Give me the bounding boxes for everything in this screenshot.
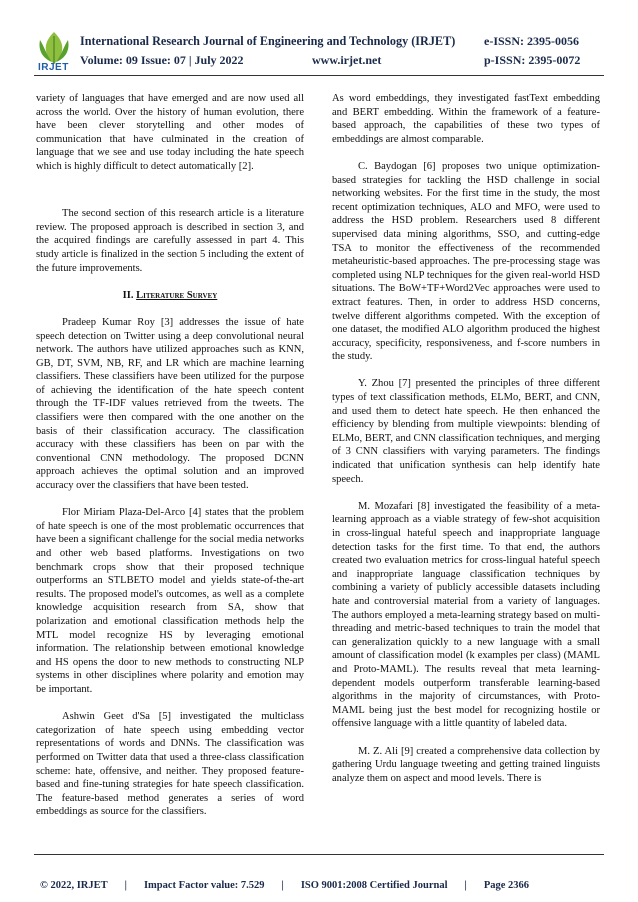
paragraph: As word embeddings, they investigated fastText embedding and BERT embedding. Within the framework of a feature-based approach, the capabilities of these two types of embeddings are almost comparable. — [332, 93, 600, 145]
page-header — [0, 0, 638, 82]
footer-separator: | — [281, 880, 284, 891]
copyright: © 2022, IRJET — [40, 880, 108, 891]
paragraph: Y. Zhou [7] presented the principles of three different types of text classification methods, ELMo, BERT, and CNN, and used them to detect hate speech. He then enhanced the efficiency by blending from multiple viewpoints: blending of ELMo, BERT, and CNN classification techniques, and merging of 3 CNN classifiers with varying parameters. The findings indicated that unification synthesis can help identify hate speech. — [332, 378, 600, 485]
journal-title: International Research Journal of Engineering and Technology (IRJET) — [80, 34, 456, 48]
volume-line: Volume: 09 Issue: 07 | July 2022 — [80, 53, 244, 67]
section-title: Literature Survey — [136, 289, 218, 301]
spacer — [36, 187, 304, 207]
left-column — [36, 92, 304, 832]
paragraph: Flor Miriam Plaza-Del-Arco [4] states that the problem of hate speech is one of the most problematic occurrences that have been a significant challenge for the social media networks and other web based platforms. Investigations on two benchmark crops show that their proposed technique outperforms an STLBETO model and yields state-of-the-art results. The proposed model's outcomes, as well as a complete knowledge acquisition research from SA, show that polarization and emotional classification methods help the MTL model recognize HS by leveraging emotional information. The relationship between emotional knowledge and HS opens the door to new methods to constructing NLP systems in other disciplines where polarity and emotion may be important. — [36, 507, 304, 695]
page-footer — [40, 880, 600, 891]
section-number: II. — [122, 289, 134, 301]
impact-factor: Impact Factor value: 7.529 — [143, 880, 265, 891]
paragraph: C. Baydogan [6] proposes two unique optimization-based strategies for tackling the HSD challenge in social networking websites. For the first time in the study, the most recent optimization techniques, ALO and MFO, were used to address the HSD problem. Researchers used 8 different supervised data mining algorithms, SSO, and cutting-edge TSA to monitor the effectiveness of the recommended metaheuristic-based approaches. The pre-processing stage was completed using NLP techniques for the given real-world HSD situations. The BoW+TF+Word2Vec approaches were used to extract features. Then, in order to address HSD concerns, twelve different algorithms competed. With the exception of one dataset, the modified ALO algorithm produced the highest accuracy, specificity, responsiveness, and f-score numbers in the study. — [332, 160, 600, 363]
paragraph: M. Mozafari [8] investigated the feasibility of a meta-learning approach as a viable strategy of few-shot acquisition in cross-lingual hateful speech and inappropriate language detection tasks for the first time. To that end, the authors created two evaluation metrics for cross-lingual hateful speech and inappropriate language classification techniques by combining a variety of publicly accessible datasets including hate and controversial material from a variety of languages. The authors employed a meta-learning strategy based on multi-threading and metric-based techniques to train the model that can generalization quickly to a new language with a small amount of classification model (k examples per class) (MAML and Proto-MAML). The results reveal that meta learning-dependent models outperform transferable learning-based algorithms in the majority of circumstances, with Proto-MAML being just the best model for recognizing hostile or offensive language with a little quantity of labeled data. — [332, 500, 600, 730]
page-number: Page 2366 — [483, 880, 530, 891]
footer-divider — [34, 854, 604, 855]
iso-certification: ISO 9001:2008 Certified Journal — [300, 880, 448, 891]
website-link[interactable]: www.irjet.net — [312, 53, 382, 67]
footer-separator: | — [464, 880, 467, 891]
paragraph: Ashwin Geet d'Sa [5] investigated the multiclass categorization of hate speech using embedding vector representations of words and DNNs. The classification was performed on Twitter data that used a three-class classification scheme: hate, offensive, and neither. They proposed feature-based and fine-tuning strategies for hate speech classification. The feature-based method generates a series of word embeddings as source for the classifiers. — [36, 711, 304, 818]
logo-text: IRJET — [38, 62, 69, 73]
paragraph: The second section of this research article is a literature review. The proposed approach is described in section 3, and the acquired findings are carefully assessed in part 4. This study article is finalized in the section 5 including the extent of the future improvements. — [36, 208, 304, 274]
paragraph: M. Z. Ali [9] created a comprehensive data collection by gathering Urdu language tweeting and getting trained linguists analyze them on aspect and mood levels. There is — [332, 745, 600, 784]
eissn: e-ISSN: 2395-0056 — [484, 34, 579, 48]
footer-separator: | — [124, 880, 127, 891]
pissn: p-ISSN: 2395-0072 — [484, 53, 581, 67]
right-column — [332, 92, 600, 799]
paragraph: Pradeep Kumar Roy [3] addresses the issue of hate speech detection on Twitter using a deep convolutional neural network. The authors have utilized approaches such as KNN, GB, DT, SVM, NB, RF, and LR which are machine learning classifiers. These classifiers have been utilized for the purpose of achieving the identification of the hate speech content through the TF-IDF values retrieved from the tweets. The classifiers were then compared with the one another on the basis of their classification accuracy. The classification accuracy with these classifiers has been on par with the conventional CNN methodology. The proposed DCNN approach achieves the optimal solution and an improved accuracy over the classifiers that have been tested. — [36, 316, 304, 492]
paragraph: variety of languages that have emerged and are now used all across the world. Over the history of human evolution, there have been clever storytelling and other modes of communication that have culminated in the creation of language that we see and use today including the hate speech which is highly difficult to detect automatically [2]. — [36, 93, 304, 172]
section-heading — [36, 289, 304, 303]
header-divider — [34, 75, 604, 76]
